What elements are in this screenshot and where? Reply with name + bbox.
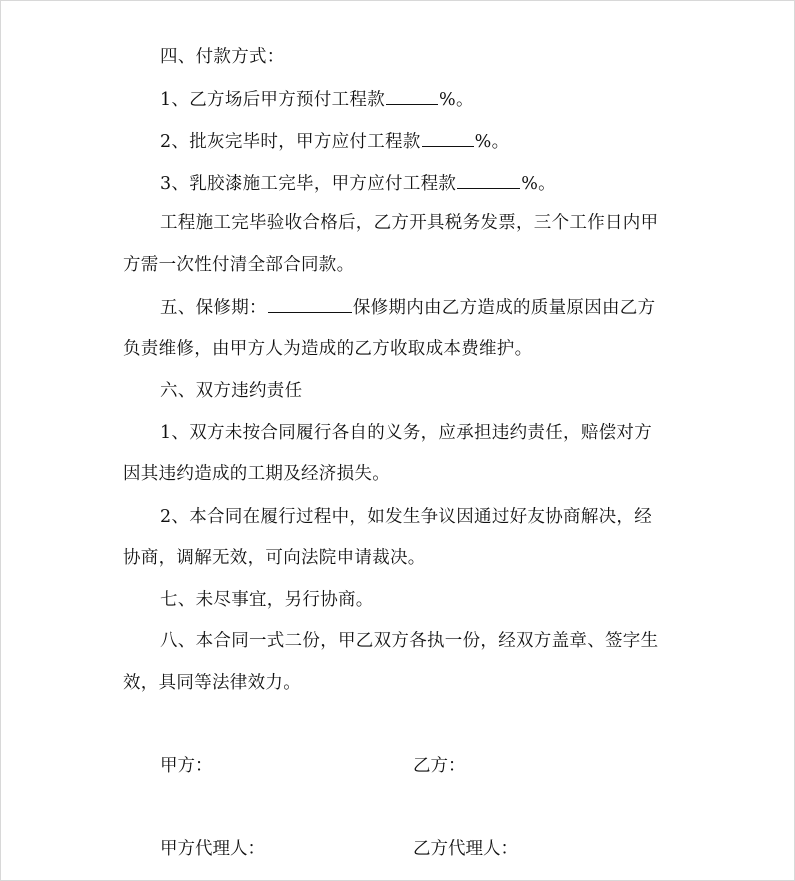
party-a-agent-label: 甲方代理人： <box>160 839 265 859</box>
breach-item-2-line-2: 协商，调解无效，可向法院申请裁决。 <box>123 548 426 568</box>
final-payment-line-1: 工程施工完毕验收合格后，乙方开具税务发票，三个工作日内甲 <box>160 213 659 233</box>
percent-sign: %。 <box>439 90 474 110</box>
percent-sign: %。 <box>521 174 556 194</box>
warranty-period-blank[interactable] <box>268 295 352 313</box>
party-b-agent-label: 乙方代理人： <box>413 839 518 859</box>
payment-item-1-blank[interactable] <box>386 87 438 105</box>
payment-item-2 <box>160 129 509 154</box>
section-8-line-2: 效，具同等法律效力。 <box>123 673 301 693</box>
payment-item-1 <box>160 87 474 112</box>
breach-item-1-line-2: 因其违约造成的工期及经济损失。 <box>123 464 390 484</box>
section-8-line-1: 八、本合同一式二份，甲乙双方各执一份，经双方盖章、签字生 <box>160 631 659 651</box>
party-a-label: 甲方： <box>160 756 213 776</box>
warranty-text: 保修期内由乙方造成的质量原因由乙方 <box>352 298 656 318</box>
warranty-label: 五、保修期： <box>160 298 267 318</box>
section-4-title: 四、付款方式： <box>160 47 285 67</box>
section-7: 七、未尽事宜，另行协商。 <box>160 590 374 610</box>
payment-item-2-text: 2、批灰完毕时，甲方应付工程款 <box>160 132 421 152</box>
payment-item-3-text: 3、乳胶漆施工完毕，甲方应付工程款 <box>160 174 457 194</box>
party-b-label: 乙方： <box>413 756 466 776</box>
section-6-title: 六、双方违约责任 <box>160 381 303 401</box>
breach-item-2-line-1: 2、本合同在履行过程中，如发生争议因通过好友协商解决，经 <box>160 507 653 527</box>
breach-item-1-line-1: 1、双方未按合同履行各自的义务，应承担违约责任，赔偿对方 <box>160 423 653 443</box>
final-payment-line-2: 方需一次性付清全部合同款。 <box>123 255 355 275</box>
payment-item-2-blank[interactable] <box>422 129 474 147</box>
payment-item-3-blank[interactable] <box>457 171 520 189</box>
warranty-line-2: 负责维修，由甲方人为造成的乙方收取成本费维护。 <box>123 339 533 359</box>
warranty-line-1 <box>160 295 655 320</box>
payment-item-1-text: 1、乙方场后甲方预付工程款 <box>160 90 386 110</box>
payment-item-3 <box>160 171 556 196</box>
percent-sign: %。 <box>474 132 510 152</box>
